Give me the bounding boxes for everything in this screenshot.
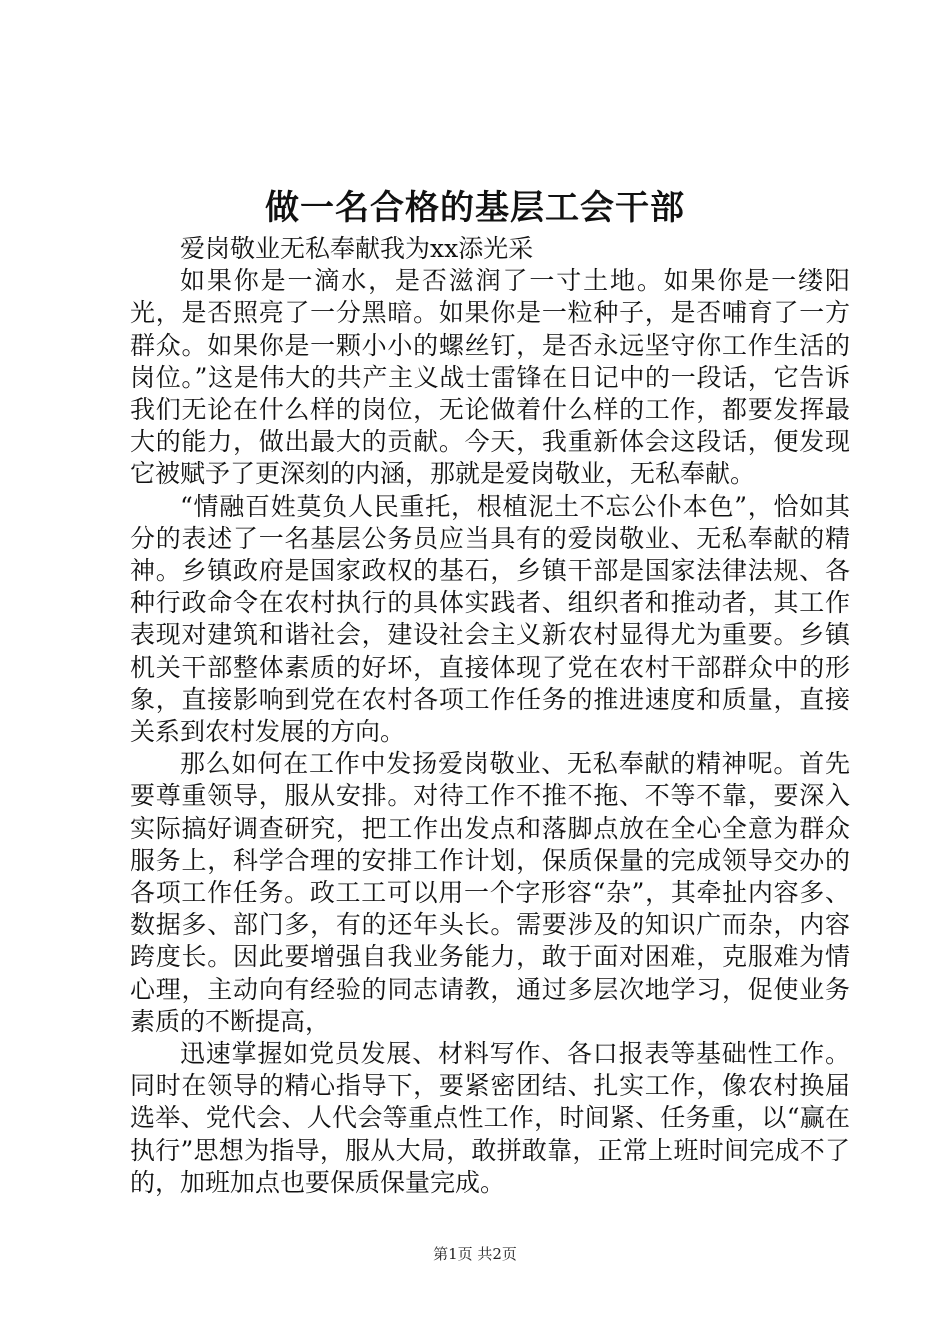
subtitle-paragraph: 爱岗敬业无私奉献我为xx添光采	[180, 234, 534, 263]
body-paragraph: 如果你是一滴水，是否滋润了一寸土地。如果你是一缕阳光，是否照亮了一分黑暗。如果你是一粒种子，是否哺育了一方群众。如果你是一颗小小的螺丝钉，是否永远坚守你工作生活的岗位。”这是伟大的共产主义战士雷锋在日记中的一段话，它告诉我们无论在什么样的岗位，无论做着什么样的工作，都要发挥最大的能力，做出最大的贡献。今天，我重新体会这段话，便发现它被赋予了更深刻的内涵，那就是爱岗敬业，无私奉献。	[130, 266, 850, 489]
page-title: 做一名合格的基层工会干部	[265, 188, 685, 228]
body-paragraph: “情融百姓莫负人民重托，根植泥土不忘公仆本色”，恰如其分的表述了一名基层公务员应当具有的爱岗敬业、无私奉献的精神。乡镇政府是国家政权的基石，乡镇干部是国家法律法规、各种行政命令在农村执行的具体实践者、组织者和推动者，其工作表现对建筑和谐社会，建设社会主义新农村显得尤为重要。乡镇机关干部整体素质的好坏，直接体现了党在农村干部群众中的形象，直接影响到党在农村各项工作任务的推进速度和质量，直接关系到农村发展的方向。	[130, 491, 850, 747]
document-body	[130, 233, 850, 1199]
body-paragraph: 迅速掌握如党员发展、材料写作、各口报表等基础性工作。同时在领导的精心指导下，要紧密团结、扎实工作，像农村换届选举、党代会、人代会等重点性工作，时间紧、任务重，以“赢在执行”思想为指导，服从大局，敢拼敢靠，正常上班时间完成不了的，加班加点也要保质保量完成。	[130, 1039, 850, 1197]
body-paragraph: 那么如何在工作中发扬爱岗敬业、无私奉献的精神呢。首先要尊重领导，服从安排。对待工作不推不拖、不等不靠，要深入实际搞好调查研究，把工作出发点和落脚点放在全心全意为群众服务上，科学合理的安排工作计划，保质保量的完成领导交办的各项工作任务。政工工可以用一个字形容“杂”，其牵扯内容多、数据多、部门多，有的还年头长。需要涉及的知识广而杂，内容跨度长。因此要增强自我业务能力，敢于面对困难，克服难为情心理，主动向有经验的同志请教，通过多层次地学习，促使业务素质的不断提高，	[130, 749, 850, 1036]
page-number-footer: 第1页 共2页	[433, 1245, 517, 1263]
